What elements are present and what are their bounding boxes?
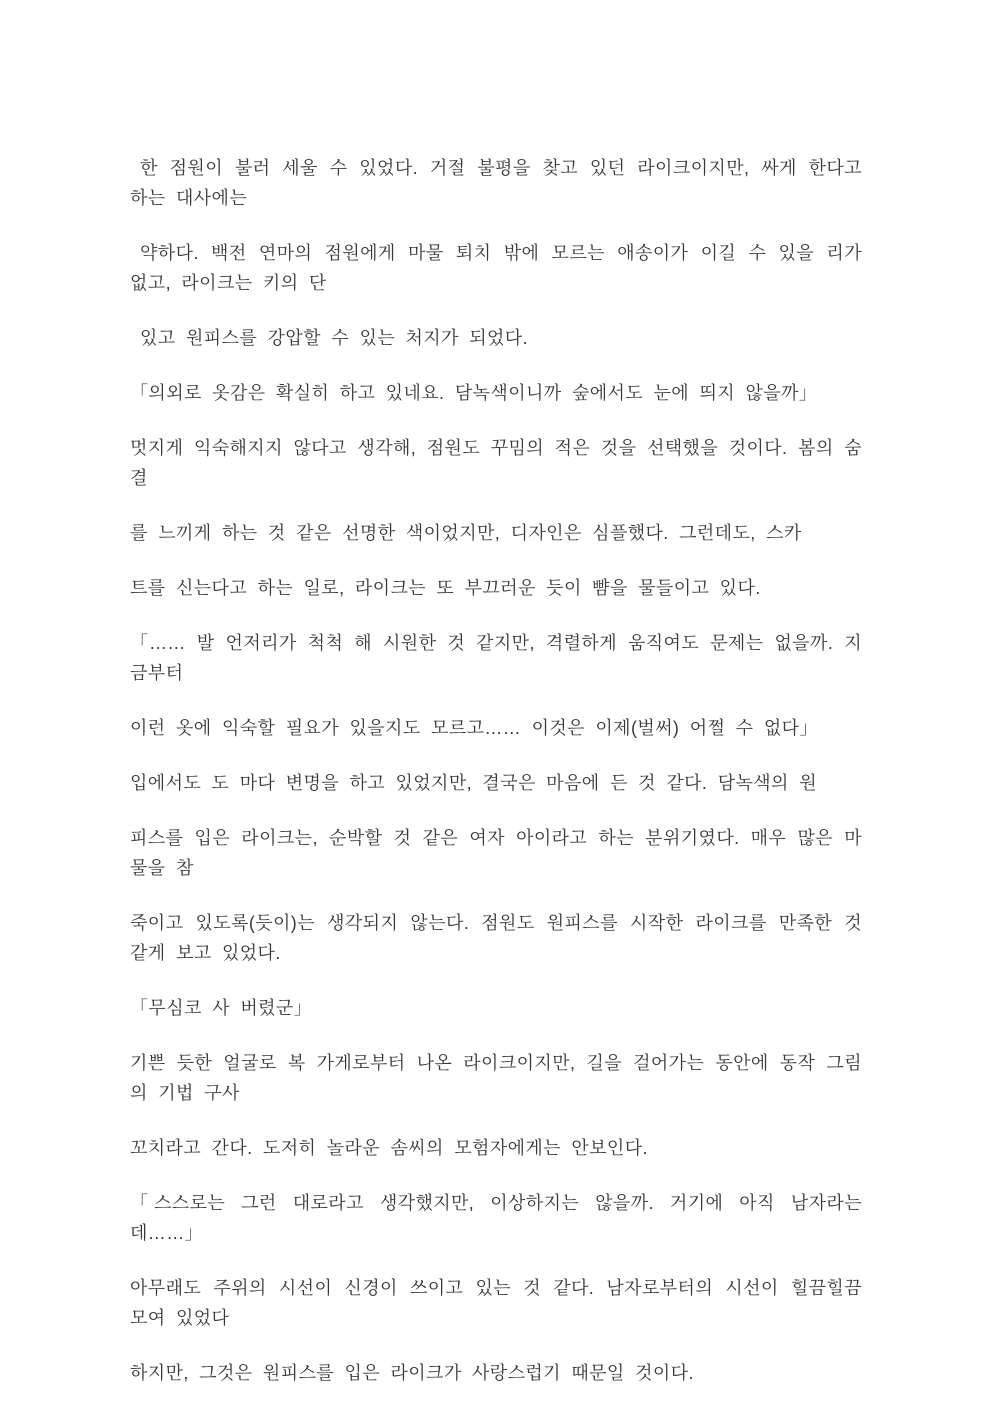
narrative-paragraph: 하지만, 그것은 원피스를 입은 라이크가 사랑스럽기 때문일 것이다. <box>130 1363 694 1383</box>
narrative-paragraph: 꼬치라고 간다. 도저히 놀라운 솜씨의 모험자에게는 안보인다. <box>130 1138 648 1158</box>
narrative-paragraph: 아무래도 주위의 시선이 신경이 쓰이고 있는 것 같다. 남자로부터의 시선이 힐끔힐끔 모여 있었다 <box>130 1278 862 1328</box>
dialogue-paragraph: 「무심코 사 버렸군」 <box>130 998 313 1018</box>
narrative-paragraph: 죽이고 있도록(듯이)는 생각되지 않는다. 점원도 원피스를 시작한 라이크를 만족한 것 같게 보고 있었다. <box>130 913 862 963</box>
narrative-paragraph: 를 느끼게 하는 것 같은 선명한 색이었지만, 디자인은 심플했다. 그런데도, 스카 <box>130 523 802 543</box>
narrative-paragraph: 있고 원피스를 강압할 수 있는 처지가 되었다. <box>140 328 528 348</box>
narrative-paragraph: 한 점원이 불러 세울 수 있었다. 거절 불평을 찾고 있던 라이크이지만, 싸게 한다고 하는 대사에는 <box>130 158 862 208</box>
narrative-paragraph: 멋지게 익숙해지지 않다고 생각해, 점원도 꾸밈의 적은 것을 선택했을 것이다. 봄의 숨결 <box>130 438 862 488</box>
narrative-paragraph: 피스를 입은 라이크는, 순박할 것 같은 여자 아이라고 하는 분위기였다. 매우 많은 마물을 참 <box>130 828 862 878</box>
dialogue-paragraph: 「의외로 옷감은 확실히 하고 있네요. 담녹색이니까 숲에서도 눈에 띄지 않을까」 <box>130 383 818 403</box>
text-body <box>130 153 862 1388</box>
dialogue-paragraph: 「…… 발 언저리가 척척 해 시원한 것 같지만, 격렬하게 움직여도 문제는 없을까. 지금부터 <box>130 633 862 683</box>
dialogue-paragraph: 「스스로는 그런 대로라고 생각했지만, 이상하지는 않을까. 거기에 아직 남자라는데……」 <box>130 1193 862 1243</box>
narrative-paragraph: 약하다. 백전 연마의 점원에게 마물 퇴치 밖에 모르는 애송이가 이길 수 있을 리가 없고, 라이크는 키의 단 <box>130 243 862 293</box>
narrative-paragraph: 입에서도 도 마다 변명을 하고 있었지만, 결국은 마음에 든 것 같다. 담녹색의 원 <box>130 773 818 793</box>
narrative-paragraph: 트를 신는다고 하는 일로, 라이크는 또 부끄러운 듯이 뺨을 물들이고 있다. <box>130 578 761 598</box>
narrative-paragraph: 기쁜 듯한 얼굴로 복 가게로부터 나온 라이크이지만, 길을 걸어가는 동안에 동작 그림의 기법 구사 <box>130 1053 862 1103</box>
dialogue-paragraph: 이런 옷에 익숙할 필요가 있을지도 모르고…… 이것은 이제(벌써) 어쩔 수 없다」 <box>130 718 818 738</box>
